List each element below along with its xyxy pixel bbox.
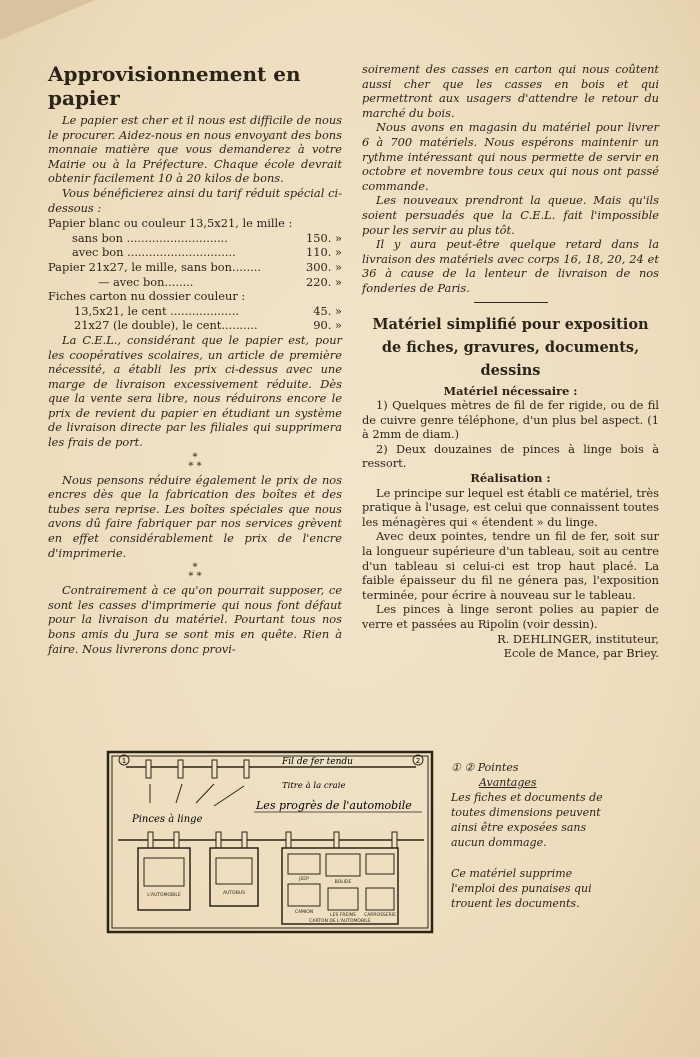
point-2-number: 2 [415,757,421,765]
board-frame [108,752,432,932]
paragraph: Avec deux pointes, tendre un fil de fer, soit sur la longueur supérieure d'un tableau, soit au centre d'un tableau si celui-ci est trop haut placé. La faible épaisseur du fil ne génera pas, l'exposition terminée, pour écrire à nouveau sur le tableau. [362,529,659,602]
clothespin [148,832,153,848]
card-camion [288,884,320,906]
card-labels [147,876,396,924]
price-row: avec bon .............................. 110. » [72,245,342,260]
list-item: 1) Quelques mètres de fil de fer rigide, ou de fil de cuivre genre téléphone, d'un plus bel aspect. (1 à 2mm de diam.) [362,398,659,442]
paragraph: Les nouveaux prendront la queue. Mais qu'ils soient persuadés que la C.E.L. fait l'impossible pour les servir au plus tôt. [362,193,659,237]
document-cards [138,848,398,924]
divider-rule [474,302,548,303]
card-label: AUTOBUS [223,891,245,896]
clothespin [174,832,179,848]
separator-stars: * * * [188,451,202,472]
signature-school: Ecole de Mance, par Briey. [503,646,659,661]
right-column [362,62,659,661]
price-row: — avec bon........ 220. » [98,274,342,289]
price-row: Fiches carton nu dossier couleur : [48,289,246,304]
article-title-paper: Approvisionnement en papier [48,62,301,110]
card-label: L'AUTOMOBILE [147,893,181,898]
separator-stars: * * * [188,562,202,583]
price-row: Papier blanc ou couleur 13,5x21, le mille : [48,216,293,231]
subheading: Matériel nécessaire : [443,383,578,398]
card-car [366,854,394,874]
price-row: 13,5x21, le cent ................... 45. » [74,303,342,318]
advantages-line: ainsi être exposées sans [451,821,587,834]
chalk-title-label: Titre à la craie [282,781,346,791]
paragraph: La C.E.L., considérant que le papier est, pour les coopératives scolaires, un article de première nécessité, a établi les prix ci-dessus avec une marge de livraison excessivement réduite. Dès que la vente sera libre, nous réduirons encore le prix de revient du papier en étudiant un système de livraison directe par les filiales qui supprimera les frais de port. [48,332,342,450]
point-1-number: 1 [121,757,127,765]
card-jeep [288,854,320,874]
clothespin [244,760,249,778]
clothespin [178,760,183,778]
paragraph: Contrairement à ce qu'on pourrait supposer, ce sont les casses d'imprimerie qui nous font défaut pour la livraison du matériel. Pourtant tous nos bons amis du Jura se sont mis en quête. Rien à faire. Nous livrerons donc provi- [48,583,342,656]
paragraph: Les pinces à linge seront polies au papier de verre et passées au Ripolin (voir dessin). [362,602,659,631]
signature-name: R. DEHLINGER, instituteur, [497,631,659,646]
points-note: ① ② Pointes [451,761,519,774]
paragraph: soirement des casses en carton qui nous coûtent aussi cher que les casses en bois et qui permettront aux usagers d'attendre le retour du marché du bois. [362,62,659,120]
card-label: JEEP [299,877,309,882]
clothespin [212,760,217,778]
document-card-automobile [138,848,190,910]
clothespin [286,832,291,848]
clothespin [334,832,339,848]
final-note-line: l'emploi des punaises qui [451,882,592,895]
handwritten-notes [451,760,621,911]
subheading: Réalisation : [470,471,551,486]
paragraph: Nous pensons réduire également le prix de nos encres dès que la fabrication des boîtes et des tubes sera reprise. Les boîtes spéciales que nous avons dû faire fabriquer par nos services grèvent en effet considérablement le prix de l'encre d'imprimerie. [48,472,342,560]
card-label: CARTON DE L'AUTOMOBILE [309,919,371,924]
board-title: Les progrès de l'automobile [256,799,412,812]
card-carrosserie [366,888,394,910]
folded-corner [0,0,95,40]
card-image [144,858,184,886]
card-bolide [326,854,360,876]
card-label: CAMION [294,910,314,915]
advantages-heading: Avantages [479,776,537,789]
advantages-line: toutes dimensions peuvent [451,806,601,819]
article-title-exhibition: Matériel simplifié pour exposition de fiches, gravures, documents, dessins [372,315,649,379]
arrow [214,786,244,806]
advantages-line: aucun dommage. [451,836,547,849]
clothespins-label: Pinces à linge [132,814,203,825]
arrow [176,784,182,803]
spacer [451,850,621,866]
paragraph: Il y aura peut-être quelque retard dans la livraison des matériels avec corps 16, 18, 20, 24 et 36 à cause de la lenteur de livraison de nos fonderies de Paris. [362,237,659,295]
card-label: BOLIDE [334,880,352,885]
pointer-arrows [150,784,244,806]
price-row: sans bon ............................ 150. » [72,230,342,245]
clothespin [392,832,397,848]
price-row: Papier 21x27, le mille, sans bon........ 300. » [48,259,342,274]
clothespin [242,832,247,848]
wire-label: Fil de fer tendu [282,757,353,767]
price-row: 21x27 (le double), le cent.......... 90. » [74,318,342,333]
paragraph: Nous avons en magasin du matériel pour livrer 6 à 700 matériels. Nous espérons maintenir un rythme intéressant qui nous permette de servir en octobre et novembre tous ceux qui nous ont passé commande. [362,120,659,193]
advantages-line: Les fiches et documents de [451,791,603,804]
card-label: LES FREINS [330,913,356,918]
document-card-autobus [210,848,258,906]
left-column [48,62,342,656]
final-note-line: Ce matériel supprime [451,867,573,880]
paragraph: Le principe sur lequel est établi ce matériel, très pratique à l'usage, est celui que connaissent toutes les ménagères qui « étendent » du linge. [362,485,659,529]
card-image [216,858,252,884]
paragraph: Vous bénéficierez ainsi du tarif réduit spécial ci-dessous : [48,185,342,215]
exhibition-board-drawing [104,748,436,936]
price-list [48,216,342,333]
card-freins [328,888,358,910]
paragraph: Le papier est cher et il nous est difficile de nous le procurer. Aidez-nous en nous envoyant des bons monnaie matière que vous demanderez à votre Mairie ou à la Préfecture. Chaque école devrait obtenir facilement 10 à 20 kilos de bons. [48,113,342,186]
clothespin [216,832,221,848]
list-item: 2) Deux douzaines de pinces à linge bois à ressort. [362,441,659,471]
clothespin [146,760,151,778]
board-inner-frame [112,756,428,928]
final-note-line: trouent les documents. [451,897,580,910]
card-label: CARROSSERIE [364,913,396,918]
top-clothespins [146,760,249,778]
arrow [196,784,214,803]
